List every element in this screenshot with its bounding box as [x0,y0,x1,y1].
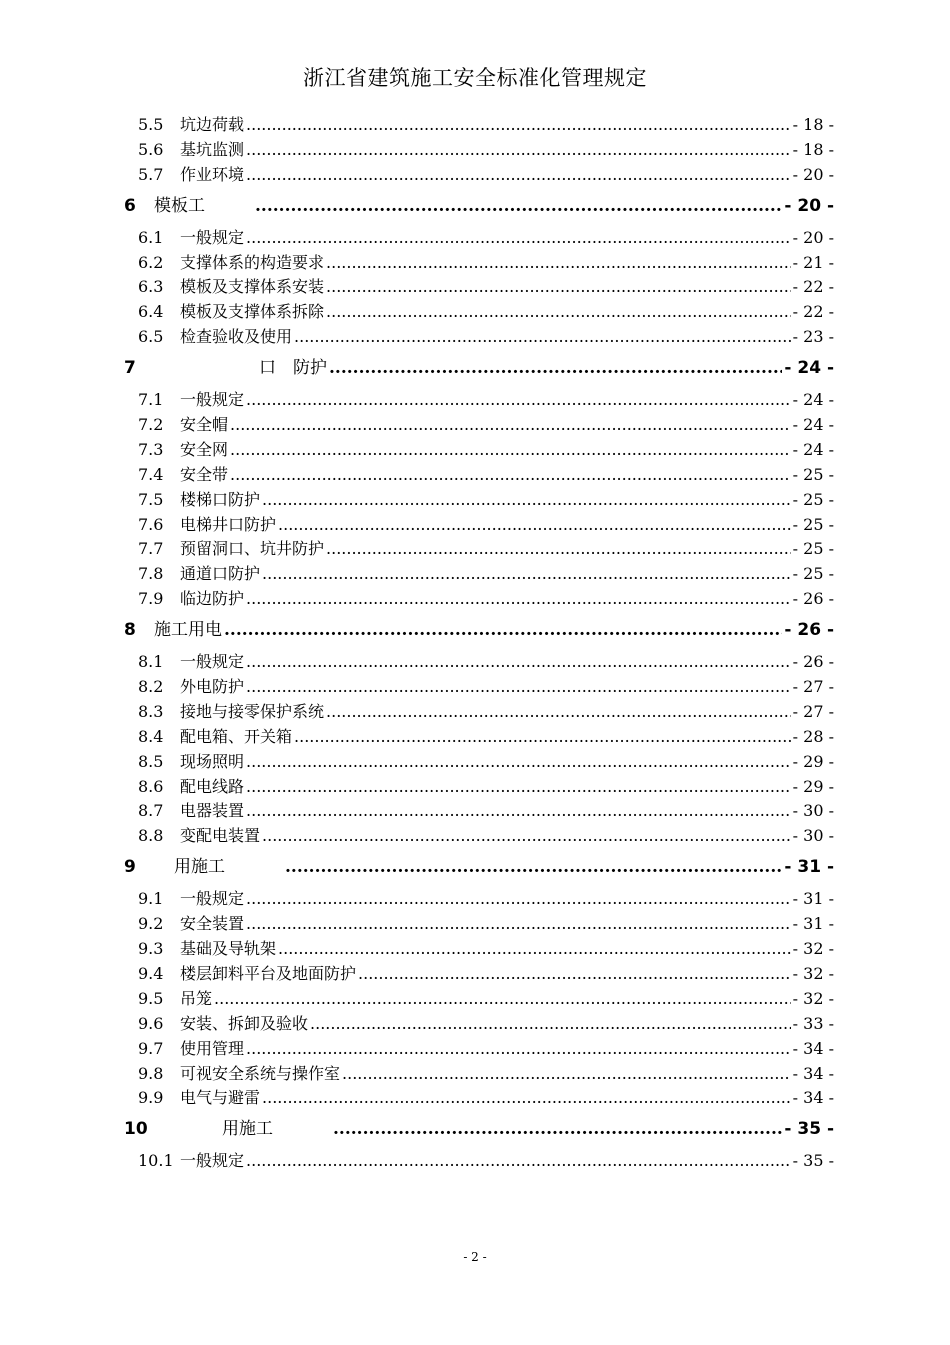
toc-entry-title: 电梯井口防护 [180,514,277,534]
toc-entry-page: - 24 - [792,415,834,435]
toc-entry-title: 电气与避雷 [180,1088,261,1108]
toc-entry-number: 6.5 [138,327,164,347]
toc-entry-page: - 25 - [792,514,834,534]
toc-leader-dots [329,358,782,378]
toc-entry-number: 7.8 [138,564,164,584]
toc-entry-title: 作业环境 [180,164,245,184]
toc-entry-number: 8.2 [138,677,164,697]
toc-leader-dots [294,727,791,746]
toc-entry-number: 9.9 [138,1088,164,1108]
toc-entry-title: 一般规定 [180,1151,245,1171]
toc-entry-number: 9 [124,857,136,878]
toc-section-entry[interactable] [124,848,834,886]
toc-entry-number: 7.9 [138,589,164,609]
toc-subsection-entry[interactable] [124,724,834,749]
toc-leader-dots [246,390,791,409]
toc-leader-dots [262,1088,791,1107]
toc-entry-title: 基础及导轨架 [180,939,277,959]
page-number: - 2 - [463,1250,487,1264]
toc-entry-page: - 35 - [784,1119,834,1140]
toc-section-entry[interactable] [124,187,834,225]
toc-entry-page: - 32 - [792,939,834,959]
toc-entry-title: 一般规定 [180,390,245,410]
toc-leader-dots [246,1039,791,1058]
toc-entry-number: 6.2 [138,252,164,272]
toc-entry-title: 施工用电 [154,620,222,641]
toc-entry-number: 9.8 [138,1063,164,1083]
toc-entry-page: - 20 - [792,227,834,247]
toc-entry-number: 10.1 [138,1151,174,1171]
toc-leader-dots [230,440,791,459]
toc-entry-page: - 25 - [792,464,834,484]
toc-entry-number: 8.6 [138,776,164,796]
toc-entry-title: 吊笼 [180,988,213,1008]
toc-entry-title: 配电线路 [180,776,245,796]
toc-subsection-entry[interactable] [124,1011,834,1036]
toc-subsection-entry[interactable] [124,649,834,674]
toc-leader-dots [246,589,791,608]
toc-entry-number: 6.3 [138,277,164,297]
toc-entry-page: - 26 - [792,652,834,672]
toc-subsection-entry[interactable] [124,886,834,911]
toc-entry-number: 7 [124,358,136,379]
toc-entry-page: - 28 - [792,726,834,746]
toc-leader-dots [326,277,791,296]
toc-entry-number: 7.7 [138,539,164,559]
toc-entry-title: 安全网 [180,439,229,459]
toc-subsection-entry[interactable] [124,462,834,487]
toc-subsection-entry[interactable] [124,911,834,936]
toc-entry-title: 一般规定 [180,889,245,909]
toc-subsection-entry[interactable] [124,536,834,561]
toc-entry-number: 9.3 [138,939,164,959]
toc-entry-page: - 20 - [792,164,834,184]
toc-entry-page: - 24 - [792,439,834,459]
toc-leader-dots [326,539,791,558]
toc-entry-page: - 25 - [792,539,834,559]
toc-entry-title: 模板工 [154,195,205,216]
toc-entry-page: - 25 - [792,564,834,584]
toc-entry-number: 10 [124,1119,148,1140]
toc-entry-page: - 34 - [792,1038,834,1058]
toc-entry-title: 变配电装置 [180,826,261,846]
toc-entry-page: - 35 - [792,1151,834,1171]
toc-subsection-entry[interactable] [124,137,834,162]
toc-leader-dots [246,228,791,247]
toc-entry-title: 模板及支撑体系安装 [180,277,325,297]
toc-entry-page: - 22 - [792,277,834,297]
toc-subsection-entry[interactable] [124,487,834,512]
toc-subsection-entry[interactable] [124,112,834,137]
toc-entry-page: - 26 - [784,620,834,641]
toc-entry-number: 8.4 [138,726,164,746]
toc-entry-title: 用施工 [174,857,225,878]
toc-entry-title: 接地与接零保护系统 [180,701,325,721]
toc-subsection-entry[interactable] [124,1036,834,1061]
toc-leader-dots [246,801,791,820]
toc-subsection-entry[interactable] [124,437,834,462]
toc-entry-number: 7.2 [138,415,164,435]
toc-entry-title: 基坑监测 [180,139,245,159]
toc-entry-page: - 21 - [792,252,834,272]
toc-subsection-entry[interactable] [124,1085,834,1110]
toc-entry-number: 8.8 [138,826,164,846]
toc-entry-title: 坑边荷载 [180,115,245,134]
toc-leader-dots [294,327,791,346]
toc-subsection-entry[interactable] [124,412,834,437]
toc-section-entry[interactable] [124,1110,834,1148]
toc-leader-dots [224,620,782,640]
toc-entry-number: 8.3 [138,701,164,721]
toc-leader-dots [342,1064,791,1083]
toc-subsection-entry[interactable] [124,299,834,324]
toc-entry-number: 9.4 [138,963,164,983]
toc-leader-dots [333,1119,782,1139]
toc-leader-dots [326,702,791,721]
toc-leader-dots [358,964,791,983]
toc-entry-page: - 27 - [792,677,834,697]
toc-entry-title: 现场照明 [180,751,245,771]
toc-entry-number: 8.1 [138,652,164,672]
toc-entry-page: - 29 - [792,776,834,796]
toc-entry-title: 安全帽 [180,415,229,435]
toc-entry-number: 7.1 [138,390,164,410]
toc-subsection-entry[interactable] [124,162,834,187]
toc-entry-title: 用施工 [222,1119,273,1140]
toc-entry-title: 检查验收及使用 [180,327,293,347]
toc-leader-dots [246,115,791,134]
toc-entry-title: 使用管理 [180,1038,245,1058]
toc-leader-dots [246,1151,791,1170]
toc-entry-title: 楼梯口防护 [180,489,261,509]
toc-subsection-entry[interactable] [124,699,834,724]
toc-subsection-entry[interactable] [124,749,834,774]
toc-entry-number: 5.6 [138,139,164,159]
toc-entry-number: 7.4 [138,464,164,484]
toc-entry-page: - 18 - [792,115,834,134]
toc-entry-number: 9.2 [138,914,164,934]
toc-entry-number: 6.4 [138,302,164,322]
toc-leader-dots [278,939,791,958]
toc-entry-title: 通道口防护 [180,564,261,584]
toc-entry-title: 临边防护 [180,589,245,609]
toc-subsection-entry[interactable] [124,561,834,586]
toc-entry-number: 5.5 [138,115,164,134]
toc-entry-page: - 24 - [792,390,834,410]
toc-leader-dots [326,253,791,272]
toc-leader-dots [326,302,791,321]
toc-subsection-entry[interactable] [124,986,834,1011]
toc-subsection-entry[interactable] [124,936,834,961]
toc-subsection-entry[interactable] [124,324,834,349]
toc-entry-title: 楼层卸料平台及地面防护 [180,963,357,983]
toc-subsection-entry[interactable] [124,512,834,537]
toc-entry-number: 6 [124,195,136,216]
toc-subsection-entry[interactable] [124,586,834,611]
toc-entry-page: - 31 - [792,889,834,909]
toc-entry-page: - 18 - [792,139,834,159]
toc-subsection-entry[interactable] [124,798,834,823]
toc-entry-page: - 33 - [792,1013,834,1033]
toc-leader-dots [246,914,791,933]
toc-entry-page: - 32 - [792,988,834,1008]
toc-leader-dots [246,652,791,671]
toc-entry-number: 9.1 [138,889,164,909]
toc-leader-dots [278,515,791,534]
toc-entry-number: 6.1 [138,227,164,247]
toc-subsection-entry[interactable] [124,674,834,699]
toc-entry-number: 7.3 [138,439,164,459]
toc-entry-title: 配电箱、开关箱 [180,726,293,746]
toc-entry-page: - 24 - [784,358,834,379]
toc-entry-title: 安装、拆卸及验收 [180,1013,309,1033]
toc-leader-dots [285,857,782,877]
toc-leader-dots [246,165,791,184]
toc-entry-title: 外电防护 [180,677,245,697]
toc-entry-title: 口 防护 [259,358,327,379]
toc-entry-page: - 25 - [792,489,834,509]
toc-entry-number: 8 [124,620,136,641]
toc-entry-page: - 20 - [784,195,834,216]
toc-leader-dots [246,140,791,159]
toc-entry-title: 模板及支撑体系拆除 [180,302,325,322]
toc-entry-page: - 29 - [792,751,834,771]
toc-entry-number: 8.5 [138,751,164,771]
toc-entry-number: 8.7 [138,801,164,821]
toc-entry-page: - 23 - [792,327,834,347]
toc-leader-dots [246,752,791,771]
toc-subsection-entry[interactable] [124,961,834,986]
toc-subsection-entry[interactable] [124,1148,834,1173]
toc-subsection-entry[interactable] [124,387,834,412]
toc-entry-number: 9.6 [138,1013,164,1033]
toc-section-entry[interactable] [124,349,834,387]
toc-leader-dots [262,826,791,845]
toc-leader-dots [246,677,791,696]
toc-entry-title: 支撑体系的构造要求 [180,252,325,272]
toc-entry-number: 5.7 [138,164,164,184]
toc-entry-title: 预留洞口、坑井防护 [180,539,325,559]
table-of-contents [124,112,834,1173]
toc-entry-number: 9.7 [138,1038,164,1058]
toc-entry-title: 安全带 [180,464,229,484]
toc-entry-page: - 31 - [792,914,834,934]
toc-entry-number: 9.5 [138,988,164,1008]
toc-entry-page: - 30 - [792,826,834,846]
toc-entry-page: - 34 - [792,1063,834,1083]
toc-entry-page: - 27 - [792,701,834,721]
toc-entry-number: 7.5 [138,489,164,509]
toc-entry-title: 电器装置 [180,801,245,821]
toc-entry-page: - 30 - [792,801,834,821]
toc-subsection-entry[interactable] [124,250,834,275]
toc-entry-page: - 34 - [792,1088,834,1108]
toc-leader-dots [310,1014,791,1033]
toc-subsection-entry[interactable] [124,823,834,848]
toc-subsection-entry[interactable] [124,774,834,799]
page-header: 浙江省建筑施工安全标准化管理规定 [303,66,647,90]
toc-entry-title: 一般规定 [180,652,245,672]
toc-entry-title: 可视安全系统与操作室 [180,1063,341,1083]
toc-entry-page: - 31 - [784,857,834,878]
toc-leader-dots [262,490,791,509]
toc-section-entry[interactable] [124,611,834,649]
toc-entry-page: - 26 - [792,589,834,609]
toc-entry-number: 7.6 [138,514,164,534]
toc-subsection-entry[interactable] [124,1061,834,1086]
toc-leader-dots [230,415,791,434]
toc-leader-dots [255,196,782,216]
toc-leader-dots [246,777,791,796]
toc-subsection-entry[interactable] [124,274,834,299]
toc-leader-dots [214,989,791,1008]
toc-subsection-entry[interactable] [124,225,834,250]
toc-entry-page: - 22 - [792,302,834,322]
toc-leader-dots [246,889,791,908]
toc-entry-title: 安全装置 [180,914,245,934]
toc-leader-dots [230,465,791,484]
toc-leader-dots [262,564,791,583]
toc-entry-title: 一般规定 [180,227,245,247]
toc-entry-page: - 32 - [792,963,834,983]
